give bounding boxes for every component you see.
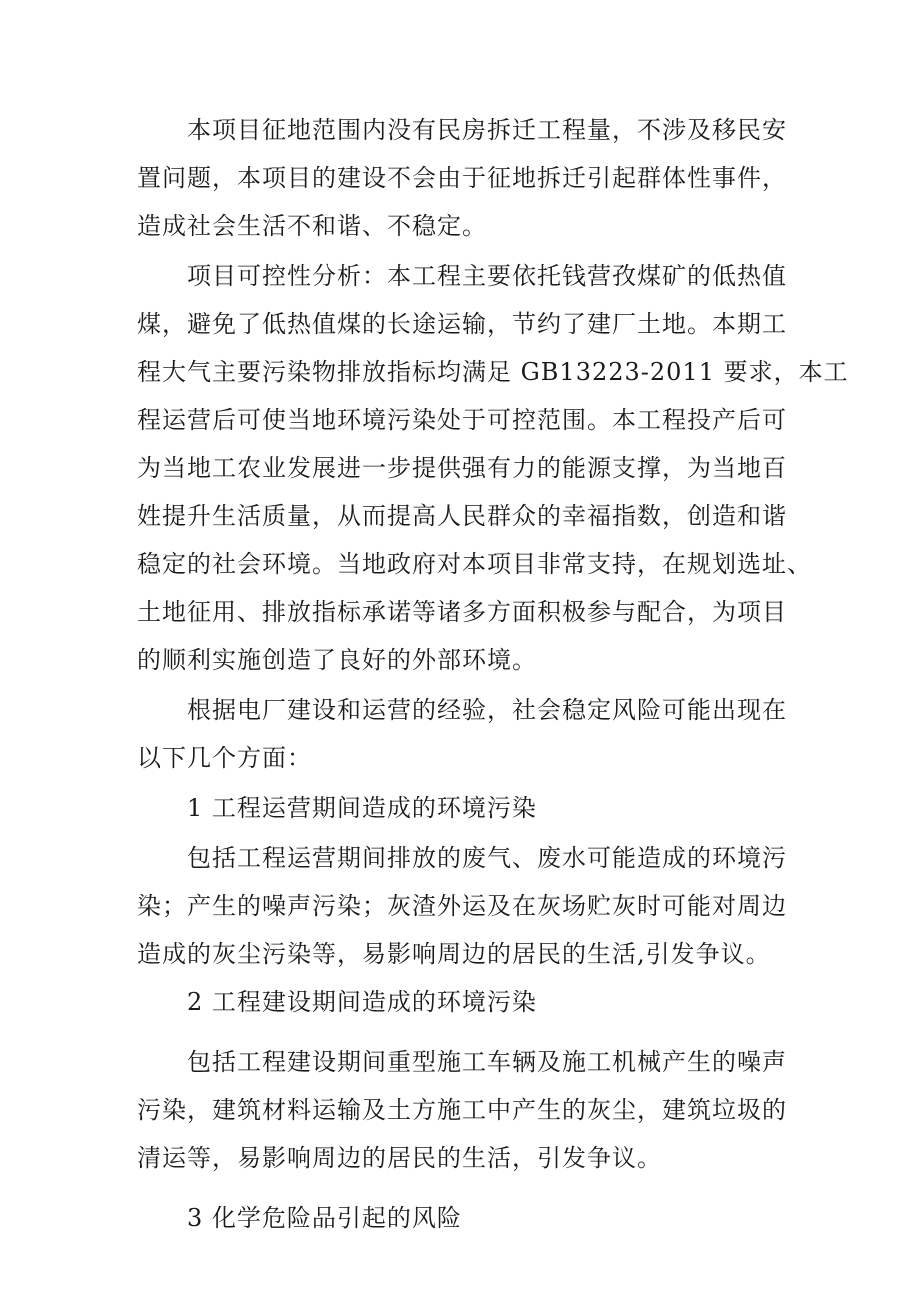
heading-chemical-risk: [137, 1194, 787, 1242]
text-line: 煤，避免了低热值煤的长途运输，节约了建厂土地。本期工: [137, 310, 787, 338]
text-line: 以下几个方面：: [137, 744, 312, 772]
section-heading: 3 化学危险品引起的风险: [187, 1204, 462, 1232]
heading-operation-pollution: [137, 784, 787, 832]
text-line: 土地征用、排放指标承诺等诸多方面积极参与配合，为项目: [137, 598, 787, 626]
paragraph-controllability: [137, 252, 849, 684]
text-line: 稳定的社会环境。当地政府对本项目非常支持，在规划选址、: [137, 550, 812, 578]
text-line: 污染，建筑材料运输及土方施工中产生的灰尘，建筑垃圾的: [137, 1096, 787, 1124]
text-line: 姓提升生活质量，从而提高人民群众的幸福指数，创造和谐: [137, 502, 787, 530]
section-heading: 1 工程运营期间造成的环境污染: [187, 794, 537, 822]
text-line: 的顺利实施创造了良好的外部环境。: [137, 646, 537, 674]
heading-construction-pollution: [137, 978, 787, 1026]
text-line: 程大气主要污染物排放指标均满足 GB13223-2011 要求，本工: [137, 358, 849, 386]
document-page: [137, 106, 849, 1242]
paragraph-risk-intro: [137, 686, 787, 782]
text-line: 包括工程运营期间排放的废气、废水可能造成的环境污: [187, 844, 787, 872]
text-line: 为当地工农业发展进一步提供强有力的能源支撑，为当地百: [137, 454, 787, 482]
paragraph-operation-pollution: [137, 834, 787, 978]
text-line: 置问题，本项目的建设不会由于征地拆迁引起群体性事件，: [137, 164, 787, 192]
text-line: 包括工程建设期间重型施工车辆及施工机械产生的噪声: [187, 1048, 787, 1076]
text-line: 程运营后可使当地环境污染处于可控范围。本工程投产后可: [137, 406, 787, 434]
text-line: 清运等，易影响周边的居民的生活，引发争议。: [137, 1144, 662, 1172]
text-line: 项目可控性分析：本工程主要依托钱营孜煤矿的低热值: [187, 262, 787, 290]
text-line: 染；产生的噪声污染；灰渣外运及在灰场贮灰时可能对周边: [137, 892, 787, 920]
text-line: 本项目征地范围内没有民房拆迁工程量，不涉及移民安: [187, 116, 787, 144]
text-line: 造成的灰尘污染等，易影响周边的居民的生活,引发争议。: [137, 940, 771, 968]
paragraph-construction-pollution: [137, 1038, 787, 1182]
text-line: 根据电厂建设和运营的经验，社会稳定风险可能出现在: [187, 696, 787, 724]
paragraph-resettlement: [137, 106, 787, 250]
text-line: 造成社会生活不和谐、不稳定。: [137, 212, 487, 240]
section-heading: 2 工程建设期间造成的环境污染: [187, 988, 537, 1016]
